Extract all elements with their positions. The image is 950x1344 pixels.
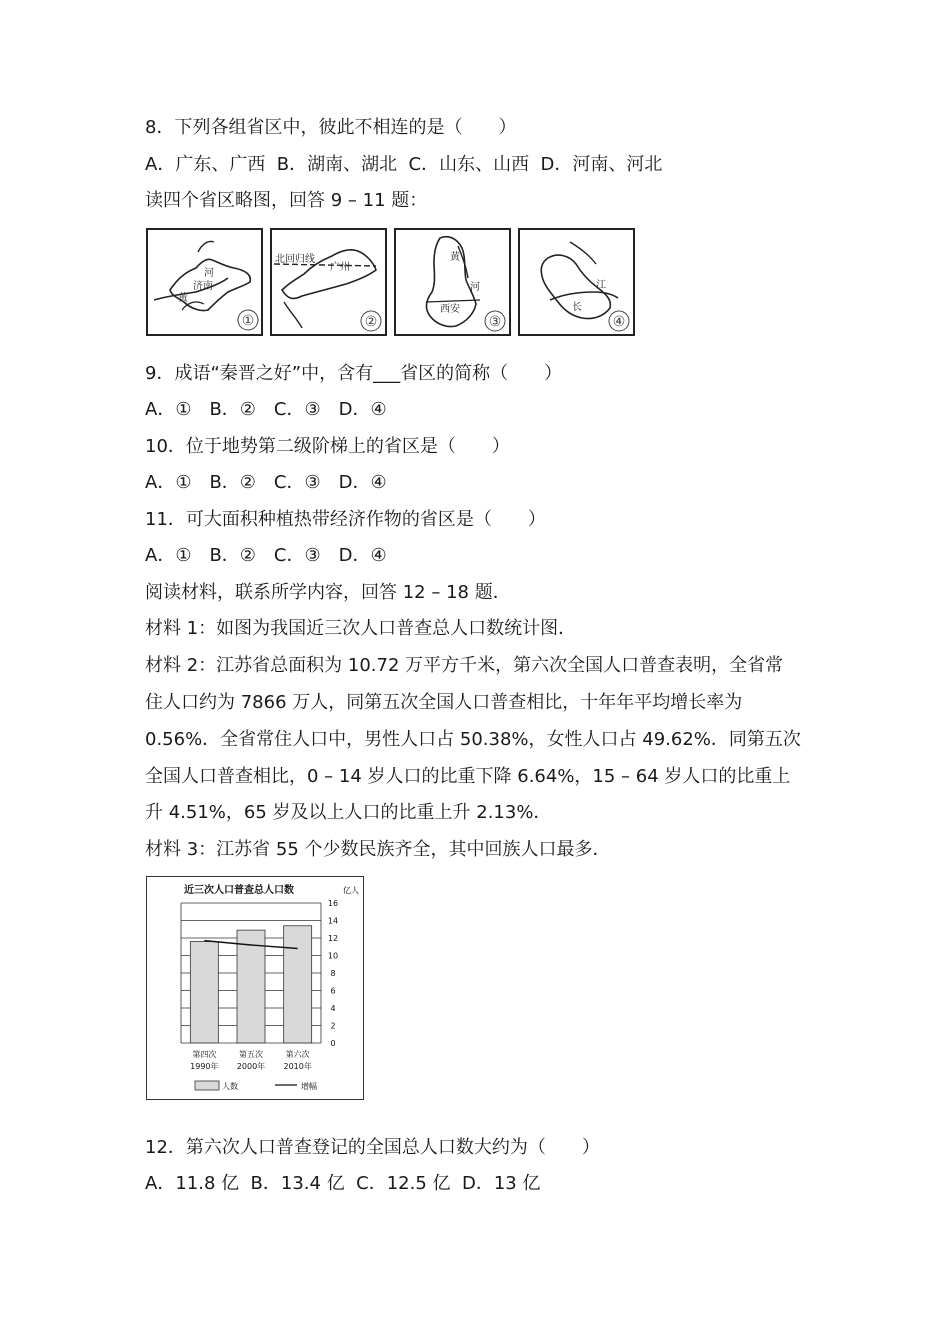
y-tick-label: 6 [330,986,336,996]
map-4 [518,228,635,336]
x-year-label: 1990年 [190,1062,219,1071]
map-3-number: ③ [488,314,502,330]
chart-title: 近三次人口普查总人口数 [184,885,294,896]
q11-stem: 11．可大面积种植热带经济作物的省区是（ ） [145,509,546,530]
x-year-label: 2000年 [236,1062,266,1071]
legend-bar-label: 人数 [222,1082,238,1091]
material-3: 材料 3：江苏省 55 个少数民族齐全，其中回族人口最多． [145,839,611,860]
map-1-number: ① [241,313,255,329]
map-2-label-guangzhou: 广州 [330,262,350,273]
map-3-drawing [396,230,509,334]
map-1-drawing [148,230,261,334]
y-tick-label: 10 [327,951,339,961]
y-tick-label: 0 [330,1039,336,1048]
material-2-line-4: 全国人口普查相比，0 – 14 岁人口的比重下降 6.64%，15 – 64 岁人口的比重上 [145,766,791,787]
map-2-number: ② [364,314,378,330]
map-2-label-tropic: 北回归线 [275,254,315,265]
chart-legend [195,1081,317,1091]
x-year-label: 2010年 [283,1062,312,1071]
map-4-label-jiang: 江 [596,280,606,291]
material-2-line-3: 0.56%．全省常住人口中，男性人口占 50.38%，女性人口占 49.62%．同第五次 [145,729,801,750]
x-category-label: 第六次 [285,1050,310,1059]
x-category-label: 第四次 [192,1050,217,1059]
map-4-drawing [520,230,633,334]
legend-line-label: 增幅 [301,1082,317,1091]
q8-stem: 8．下列各组省区中，彼此不相连的是（ ） [145,117,517,138]
population-chart-svg [147,877,363,1099]
chart-x-labels [190,1049,312,1071]
material-2-line-1: 材料 2：江苏省总面积为 10.72 万平方千米，第六次全国人口普查表明，全省常 [145,655,784,676]
materials-intro: 阅读材料，联系所学内容，回答 12 – 18 题． [145,582,511,603]
map-1-label-jinan: 济南 [193,281,213,292]
chart-bars [190,926,311,1043]
q9-options: A．① B．② C．③ D．④ [145,399,387,420]
q12-stem: 12．第六次人口普查登记的全国总人口数大约为（ ） [145,1137,600,1158]
y-tick-label: 14 [327,916,339,926]
province-maps [146,228,632,336]
population-chart [146,876,364,1100]
y-tick-label: 8 [330,969,336,978]
q11-options: A．① B．② C．③ D．④ [145,545,387,566]
y-tick-label: 2 [330,1021,336,1031]
map-1-label-huang: 黄 [178,293,188,304]
map-4-label-chang: 长 [572,302,582,313]
q12-options: A．11.8 亿 B．13.4 亿 C．12.5 亿 D．13 亿 [145,1173,541,1194]
bar-3 [284,926,312,1043]
map-1-label-river: 河 [204,268,214,279]
y-tick-label: 16 [327,899,339,908]
y-tick-label: 4 [330,1004,336,1013]
q10-options: A．① B．② C．③ D．④ [145,472,387,493]
x-category-label: 第五次 [239,1050,263,1059]
q8-options: A．广东、广西 B．湖南、湖北 C．山东、山西 D．河南、河北 [145,154,663,175]
map-2-drawing [272,230,385,334]
material-2-line-5: 升 4.51%，65 岁及以上人口的比重上升 2.13%． [145,802,552,823]
map-3-label-xian: 西安 [440,304,460,315]
map-3-label-huang: 黄 [450,252,460,263]
map-2 [270,228,387,336]
legend-bar-swatch [195,1081,219,1090]
map-3 [394,228,511,336]
material-1: 材料 1：如图为我国近三次人口普查总人口数统计图． [145,618,577,639]
q9-stem: 9．成语“秦晋之好”中，含有___省区的简称（ ） [145,363,563,384]
map-4-number: ④ [612,314,626,330]
bar-2 [237,930,265,1043]
q10-stem: 10．位于地势第二级阶梯上的省区是（ ） [145,436,510,457]
map-3-label-river: 河 [470,282,480,293]
bar-1 [190,942,218,1044]
maps-intro: 读四个省区略图，回答 9 – 11 题： [145,190,428,211]
y-tick-label: 12 [327,934,339,943]
map-1 [146,228,263,336]
chart-ylabel: 亿人 [343,886,359,895]
material-2-line-2: 住人口约为 7866 万人，同第五次全国人口普查相比，十年年平均增长率为 [145,692,743,713]
chart-y-ticks [328,899,338,1048]
